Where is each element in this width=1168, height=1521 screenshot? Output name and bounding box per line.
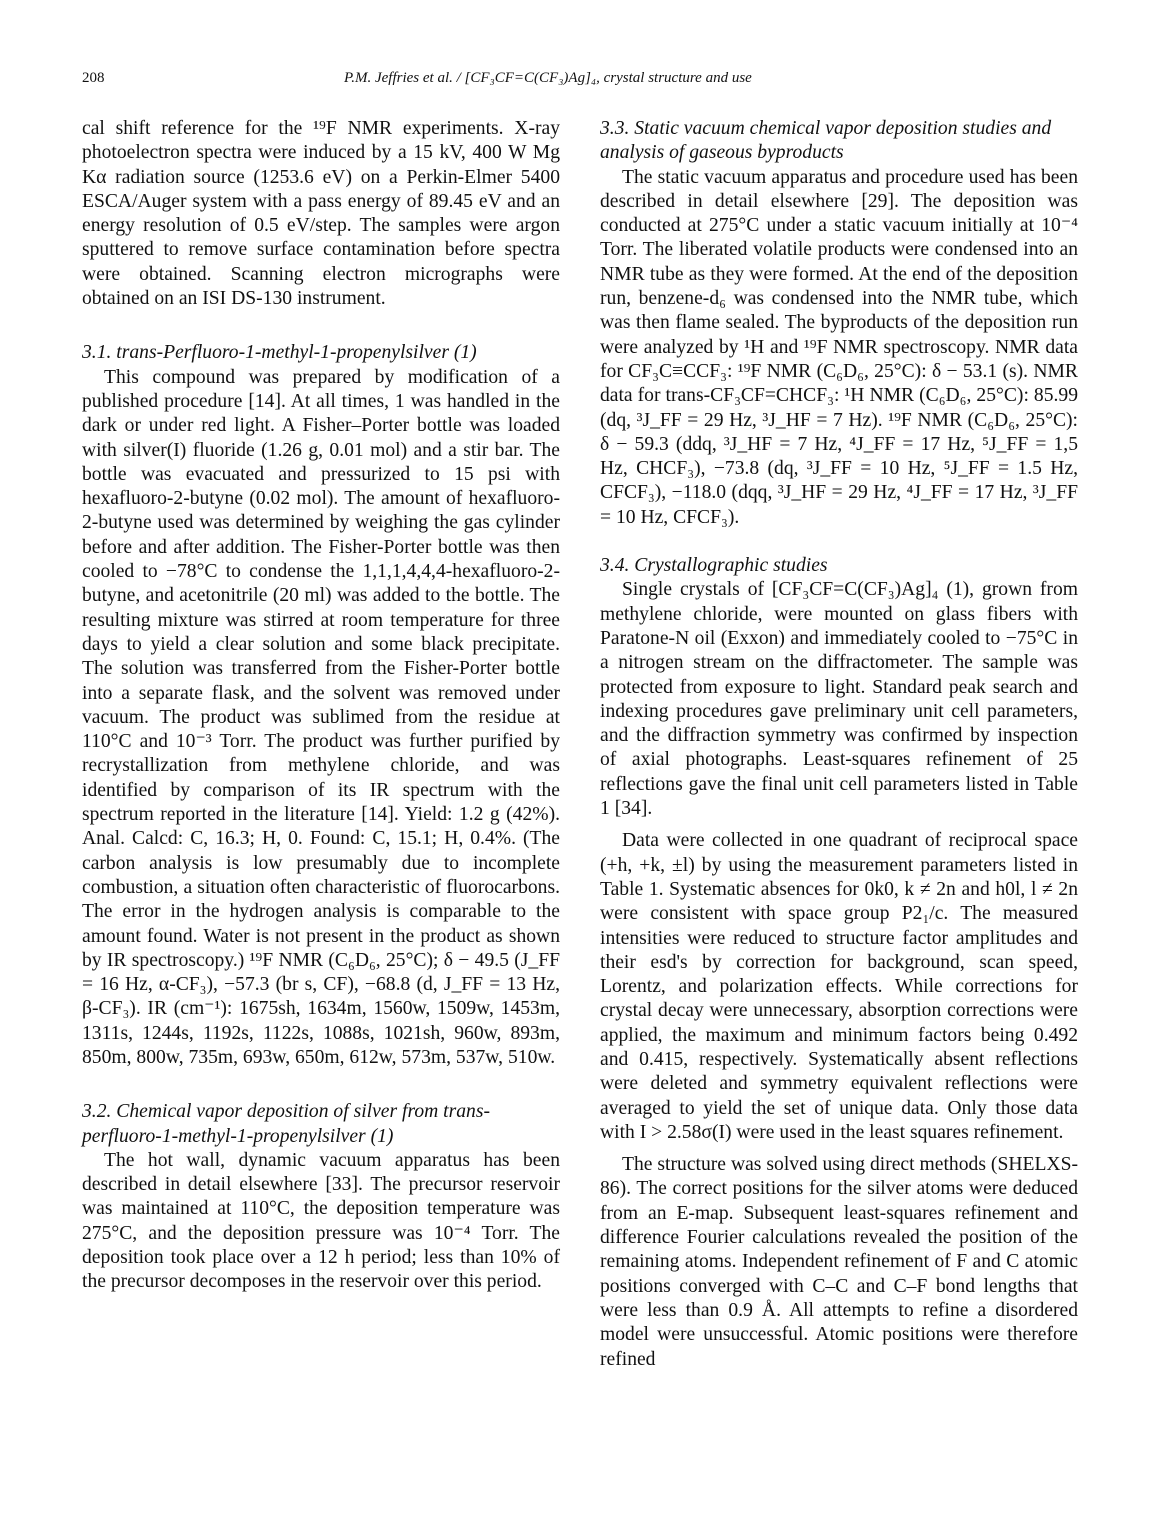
section-3-4-paragraph-3: The structure was solved using direct methods (SHELXS-86). The correct positions for the silver atoms were deduced from an E-map. Subsequent least-squares refinement and difference Fourier calculations revealed the position of the remaining atoms. Independent refinement of F and C atomic positions converged with C–C and C–F bond lengths that were less than 0.9 Å. All attempts to refine a disordered model were unsuccessful. Atomic positions were therefore refined: [600, 1154, 1078, 1370]
section-3-4-heading: 3.4. Crystallographic studies: [600, 555, 828, 577]
section-3-2-heading: 3.2. Chemical vapor deposition of silver from trans-perfluoro-1-methyl-1-propenylsilver (1): [82, 1101, 490, 1147]
section-3-4-paragraph-1: Single crystals of [CF₃CF=C(CF₃)Ag]₄ (1), grown from methylene chloride, were mounted on glass fibers with Paratone-N oil (Exxon) and immediately cooled to −75°C in a nitrogen stream on the diffractometer. The sample was protected from exposure to light. Standard peak search and indexing procedures gave preliminary unit cell parameters, and the diffraction symmetry was confirmed by inspection of axial photographs. Least-squares refinement of 25 reflections gave the final unit cell parameters listed in Table 1 [34].: [600, 579, 1078, 820]
section-3-4-paragraph-2: Data were collected in one quadrant of reciprocal space (+h, +k, ±l) by using the measurement parameters listed in Table 1. Systematic absences for 0k0, k ≠ 2n and h0l, l ≠ 2n were consistent with space group P2₁/c. The measured intensities were reduced to structure factor amplitudes and their esd's by correction for background, scan speed, Lorentz, and polarization effects. While corrections for crystal decay were unnecessary, absorption corrections were applied, the maximum and minimum factors being 0.492 and 0.415, respectively. Systematically absent reflections were deleted and symmetry equivalent reflections were averaged to yield the set of unique data. Only those data with I > 2.58σ(I) were used in the least squares refinement.: [600, 830, 1078, 1143]
intro-paragraph: cal shift reference for the ¹⁹F NMR experiments. X-ray photoelectron spectra were induced by a 15 kV, 400 W Mg Kα radiation source (1253.6 eV) on a Perkin-Elmer 5400 ESCA/Auger system with a pass energy of 89.45 eV and an energy resolution of 0.5 eV/step. The samples were argon sputtered to remove surface contamination before spectra were obtained. Scanning electron micrographs were obtained on an ISI DS-130 instrument.: [82, 118, 560, 310]
running-title: P.M. Jeffries et al. / [CF₃CF=C(CF₃)Ag]₄, crystal structure and use: [344, 70, 752, 86]
running-head: [82, 70, 1092, 94]
section-3-3-paragraph: The static vacuum apparatus and procedure used has been described in detail elsewhere [29]. The deposition was conducted at 275°C under a static vacuum initially at 10⁻⁴ Torr. The liberated volatile products were condensed into an NMR tube as they were formed. At the end of the deposition run, benzene-d₆ was condensed into the NMR tube, which was then flame sealed. The byproducts of the deposition run were analyzed by ¹H and ¹⁹F NMR spectroscopy. NMR data for CF₃C≡CCF₃: ¹⁹F NMR (C₆D₆, 25°C): δ − 53.1 (s). NMR data for trans-CF₃CF=CHCF₃: ¹H NMR (C₆D₆, 25°C): 85.99 (dq, ³J_FF = 29 Hz, ³J_HF = 7 Hz). ¹⁹F NMR (C₆D₆, 25°C): δ − 59.3 (ddq, ³J_HF = 7 Hz, ⁴J_FF = 17 Hz, ⁵J_FF = 1,5 Hz, CHCF₃), −73.8 (dq, ³J_FF = 10 Hz, ⁵J_FF = 1.5 Hz, CFCF₃), −118.0 (dqq, ³J_HF = 29 Hz, ⁴J_FF = 17 Hz, ³J_FF = 10 Hz, CFCF₃).: [600, 166, 1078, 528]
section-3-2-paragraph: The hot wall, dynamic vacuum apparatus has been described in detail elsewhere [33]. The precursor reservoir was maintained at 110°C, the deposition temperature was 275°C, and the deposition pressure was 10⁻⁴ Torr. The deposition took place over a 12 h period; less than 10% of the precursor decomposes in the reservoir over this period.: [82, 1149, 560, 1293]
section-3-3-heading: 3.3. Static vacuum chemical vapor deposition studies and analysis of gaseous byproducts: [600, 118, 1052, 164]
section-3-1-heading: 3.1. trans-Perfluoro-1-methyl-1-propenylsilver (1): [82, 342, 477, 364]
section-3-1-paragraph: This compound was prepared by modification of a published procedure [14]. At all times, 1 was handled in the dark or under red light. A Fisher–Porter bottle was loaded with silver(I) fluoride (1.26 g, 0.01 mol) and a stir bar. The bottle was evacuated and pressurized to 15 psi with hexafluoro-2-butyne (0.02 mol). The amount of hexafluoro-2-butyne used was determined by weighing the gas cylinder before and after addition. The Fisher-Porter bottle was then cooled to −78°C to condense the 1,1,1,4,4,4-hexafluoro-2-butyne, and acetonitrile (20 ml) was added to the bottle. The resulting mixture was stirred at room temperature for three days to yield a clear solution and some black precipitate. The solution was transferred from the Fisher-Porter bottle into a separate flask, and the solvent was removed under vacuum. The product was sublimed from the residue at 110°C and 10⁻³ Torr. The product was further purified by recrystallization from methylene chloride, and was identified by comparison of its IR spectrum with the spectrum reported in the literature [14]. Yield: 1.2 g (42%). Anal. Calcd: C, 16.3; H, 0. Found: C, 15.1; H, 0.4%. (The carbon analysis is low presumably due to incomplete combustion, a situation often characteristic of fluorocarbons. The error in the hydrogen analysis is comparable to the amount found. Water is not present in the product as shown by IR spectroscopy.) ¹⁹F NMR (C₆D₆, 25°C); δ − 49.5 (J_FF = 16 Hz, α-CF₃), −57.3 (br s, CF), −68.8 (d, J_FF = 13 Hz, β-CF₃). IR (cm⁻¹): 1675sh, 1634m, 1560w, 1509w, 1453m, 1311s, 1244s, 1192s, 1122s, 1088s, 1021sh, 960w, 893m, 850m, 800w, 735m, 693w, 650m, 612w, 573m, 537w, 510w.: [82, 366, 560, 1068]
right-column: [600, 117, 1078, 1372]
left-column: [82, 117, 560, 1295]
page-number: 208: [82, 70, 105, 86]
